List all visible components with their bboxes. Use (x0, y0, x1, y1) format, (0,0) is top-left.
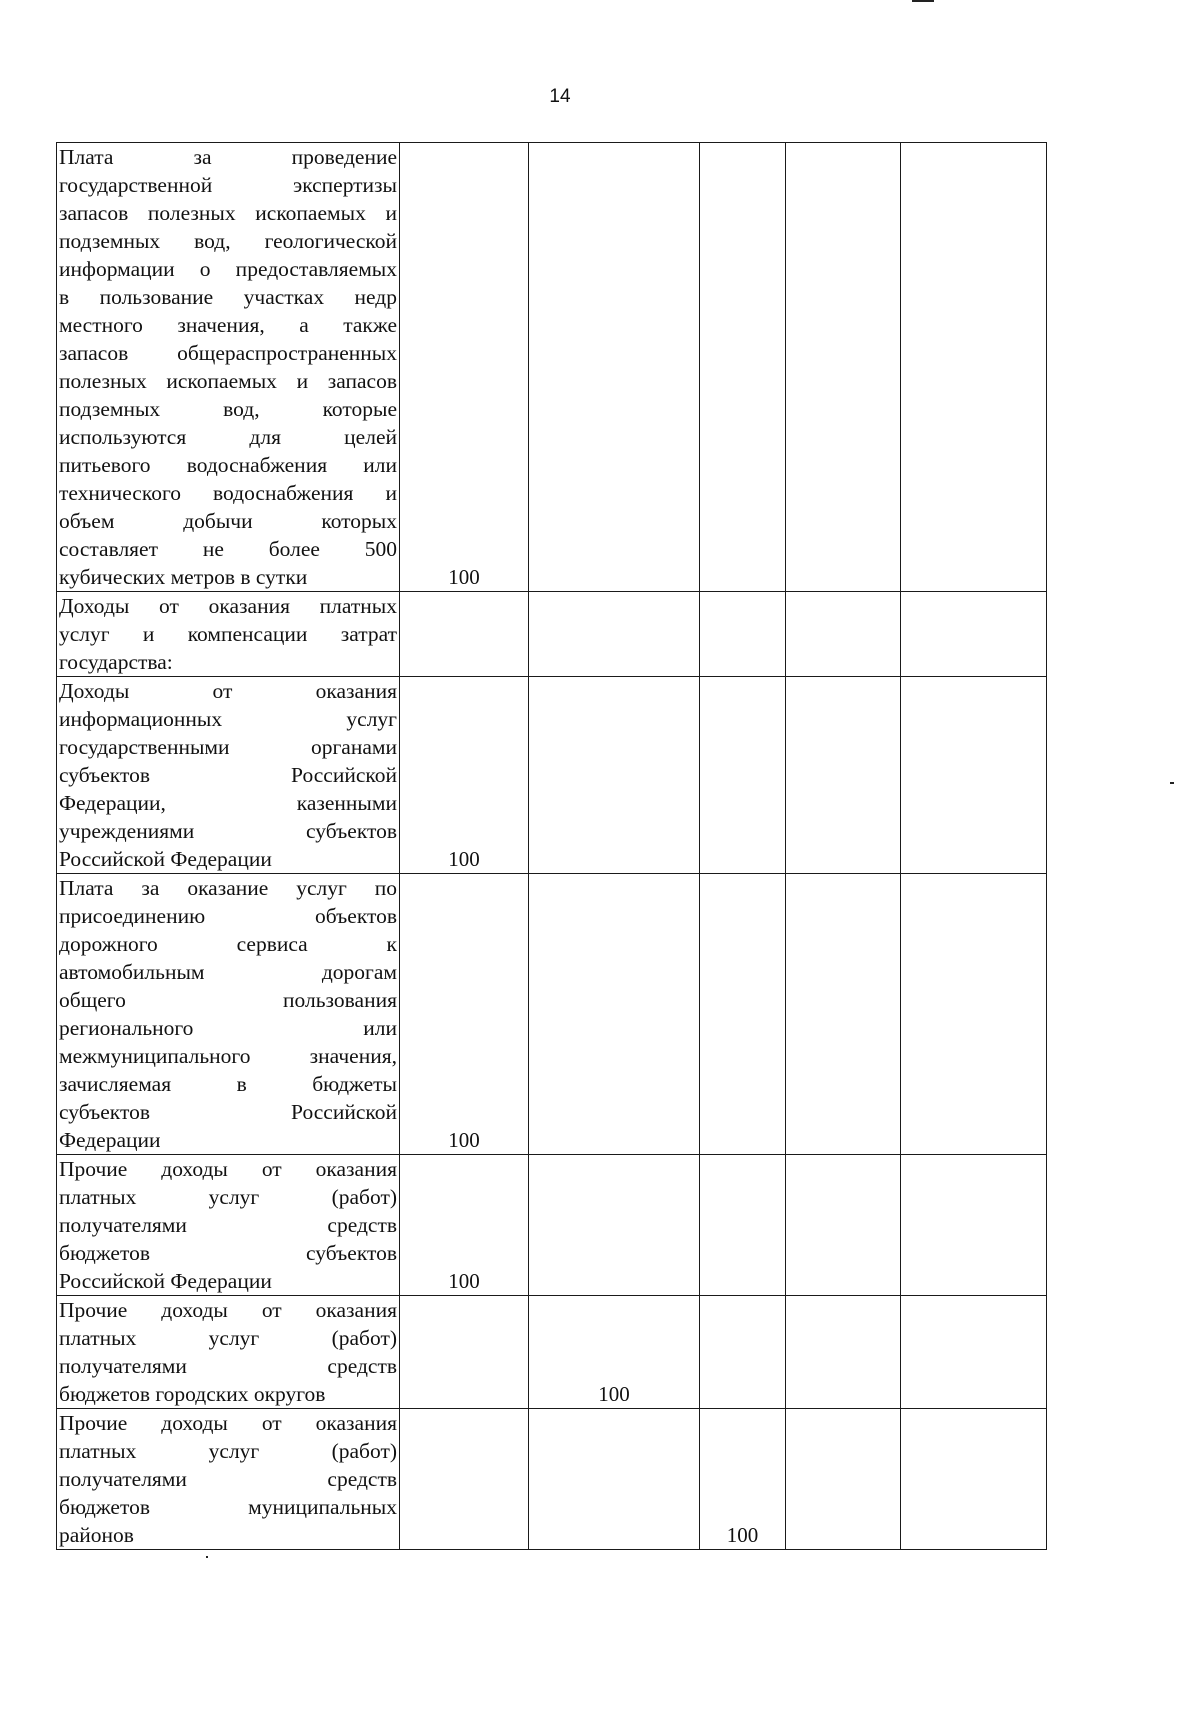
revenue-name-line: Прочие доходы от оказания (59, 1411, 397, 1435)
revenue-name-line: составляет не более 500 (59, 537, 397, 561)
scan-mark (1170, 782, 1174, 784)
percentage-cell (700, 1296, 786, 1409)
revenue-name-line: зачисляемая в бюджеты (59, 1072, 397, 1096)
percentage-cell (786, 677, 901, 874)
percentage-cell: 100 (400, 874, 529, 1155)
percentage-cell (400, 592, 529, 677)
percentage-cell (700, 1155, 786, 1296)
percentage-cell: 100 (700, 1409, 786, 1550)
revenue-name-cell (57, 874, 400, 1155)
percentage-cell (529, 1155, 700, 1296)
revenue-name-cell (57, 1155, 400, 1296)
revenue-name-line: бюджетов субъектов (59, 1241, 397, 1265)
revenue-name-line: субъектов Российской (59, 1100, 397, 1124)
revenue-name-line: платных услуг (работ) (59, 1185, 397, 1209)
revenue-name-line: бюджетов муниципальных (59, 1495, 397, 1519)
table-row (57, 874, 1047, 1155)
revenue-name-line: получателями средств (59, 1467, 397, 1491)
revenue-name-line: автомобильным дорогам (59, 960, 397, 984)
percentage-cell: 100 (400, 1155, 529, 1296)
percentage-cell (400, 1296, 529, 1409)
revenue-name-line: информационных услуг (59, 707, 397, 731)
scan-mark (912, 0, 934, 2)
table-row (57, 592, 1047, 677)
revenue-name-line: регионального или (59, 1016, 397, 1040)
revenue-name-line: получателями средств (59, 1213, 397, 1237)
percentage-cell (529, 874, 700, 1155)
percentage-cell (901, 1409, 1047, 1550)
percentage-cell (700, 874, 786, 1155)
revenue-name-line: кубических метров в сутки (59, 565, 308, 589)
revenue-name-line: Российской Федерации (59, 847, 272, 871)
revenue-name-line: объем добычи которых (59, 509, 397, 533)
revenue-name-line: дорожного сервиса к (59, 932, 397, 956)
revenue-name-line: Доходы от оказания платных (59, 594, 397, 618)
scan-mark (206, 1556, 208, 1558)
revenue-name-cell (57, 677, 400, 874)
revenue-name-line: местного значения, а также (59, 313, 397, 337)
percentage-cell (901, 143, 1047, 592)
percentage-cell (786, 592, 901, 677)
revenue-name-line: Доходы от оказания (59, 679, 397, 703)
percentage-cell (901, 874, 1047, 1155)
revenue-name-line: бюджетов городских округов (59, 1382, 326, 1406)
table-row (57, 143, 1047, 592)
revenue-name-line: запасов общераспространенных (59, 341, 397, 365)
revenue-name-line: Прочие доходы от оказания (59, 1298, 397, 1322)
percentage-cell (529, 677, 700, 874)
percentage-cell (786, 143, 901, 592)
table-row (57, 1296, 1047, 1409)
revenue-name-line: питьевого водоснабжения или (59, 453, 397, 477)
percentage-cell (786, 1296, 901, 1409)
revenue-distribution-table (56, 142, 1047, 1550)
revenue-name-line: Российской Федерации (59, 1269, 272, 1293)
percentage-cell: 100 (400, 677, 529, 874)
revenue-name-line: Федерации, казенными (59, 791, 397, 815)
percentage-cell (529, 143, 700, 592)
revenue-name-line: в пользование участках недр (59, 285, 397, 309)
revenue-name-cell (57, 592, 400, 677)
table-row (57, 677, 1047, 874)
revenue-name-line: учреждениями субъектов (59, 819, 397, 843)
revenue-name-line: информации о предоставляемых (59, 257, 397, 281)
revenue-name-cell (57, 143, 400, 592)
revenue-name-line: государственными органами (59, 735, 397, 759)
revenue-name-line: государственной экспертизы (59, 173, 397, 197)
revenue-name-line: полезных ископаемых и запасов (59, 369, 397, 393)
percentage-cell (529, 592, 700, 677)
percentage-cell: 100 (400, 143, 529, 592)
page-number: 14 (549, 86, 571, 107)
table-row (57, 1155, 1047, 1296)
percentage-cell (901, 592, 1047, 677)
revenue-name-line: государства: (59, 650, 173, 674)
revenue-name-line: платных услуг (работ) (59, 1326, 397, 1350)
revenue-name-cell (57, 1409, 400, 1550)
percentage-cell (901, 1296, 1047, 1409)
revenue-name-line: услуг и компенсации затрат (59, 622, 397, 646)
revenue-name-line: получателями средств (59, 1354, 397, 1378)
revenue-name-line: районов (59, 1523, 134, 1547)
percentage-cell (786, 1155, 901, 1296)
revenue-name-line: межмуниципального значения, (59, 1044, 397, 1068)
percentage-cell (786, 1409, 901, 1550)
percentage-cell (786, 874, 901, 1155)
revenue-name-line: используются для целей (59, 425, 397, 449)
revenue-name-line: Плата за оказание услуг по (59, 876, 397, 900)
percentage-cell (700, 592, 786, 677)
percentage-cell (529, 1409, 700, 1550)
percentage-cell (700, 143, 786, 592)
revenue-name-line: субъектов Российской (59, 763, 397, 787)
table-row (57, 1409, 1047, 1550)
revenue-name-line: запасов полезных ископаемых и (59, 201, 397, 225)
revenue-name-line: Плата за проведение (59, 145, 397, 169)
revenue-name-cell (57, 1296, 400, 1409)
revenue-name-line: присоединению объектов (59, 904, 397, 928)
percentage-cell (700, 677, 786, 874)
revenue-name-line: подземных вод, геологической (59, 229, 397, 253)
revenue-name-line: технического водоснабжения и (59, 481, 397, 505)
revenue-name-line: платных услуг (работ) (59, 1439, 397, 1463)
percentage-cell (901, 677, 1047, 874)
revenue-name-line: подземных вод, которые (59, 397, 397, 421)
percentage-cell: 100 (529, 1296, 700, 1409)
percentage-cell (901, 1155, 1047, 1296)
revenue-name-line: Федерации (59, 1128, 161, 1152)
revenue-name-line: Прочие доходы от оказания (59, 1157, 397, 1181)
percentage-cell (400, 1409, 529, 1550)
revenue-name-line: общего пользования (59, 988, 397, 1012)
